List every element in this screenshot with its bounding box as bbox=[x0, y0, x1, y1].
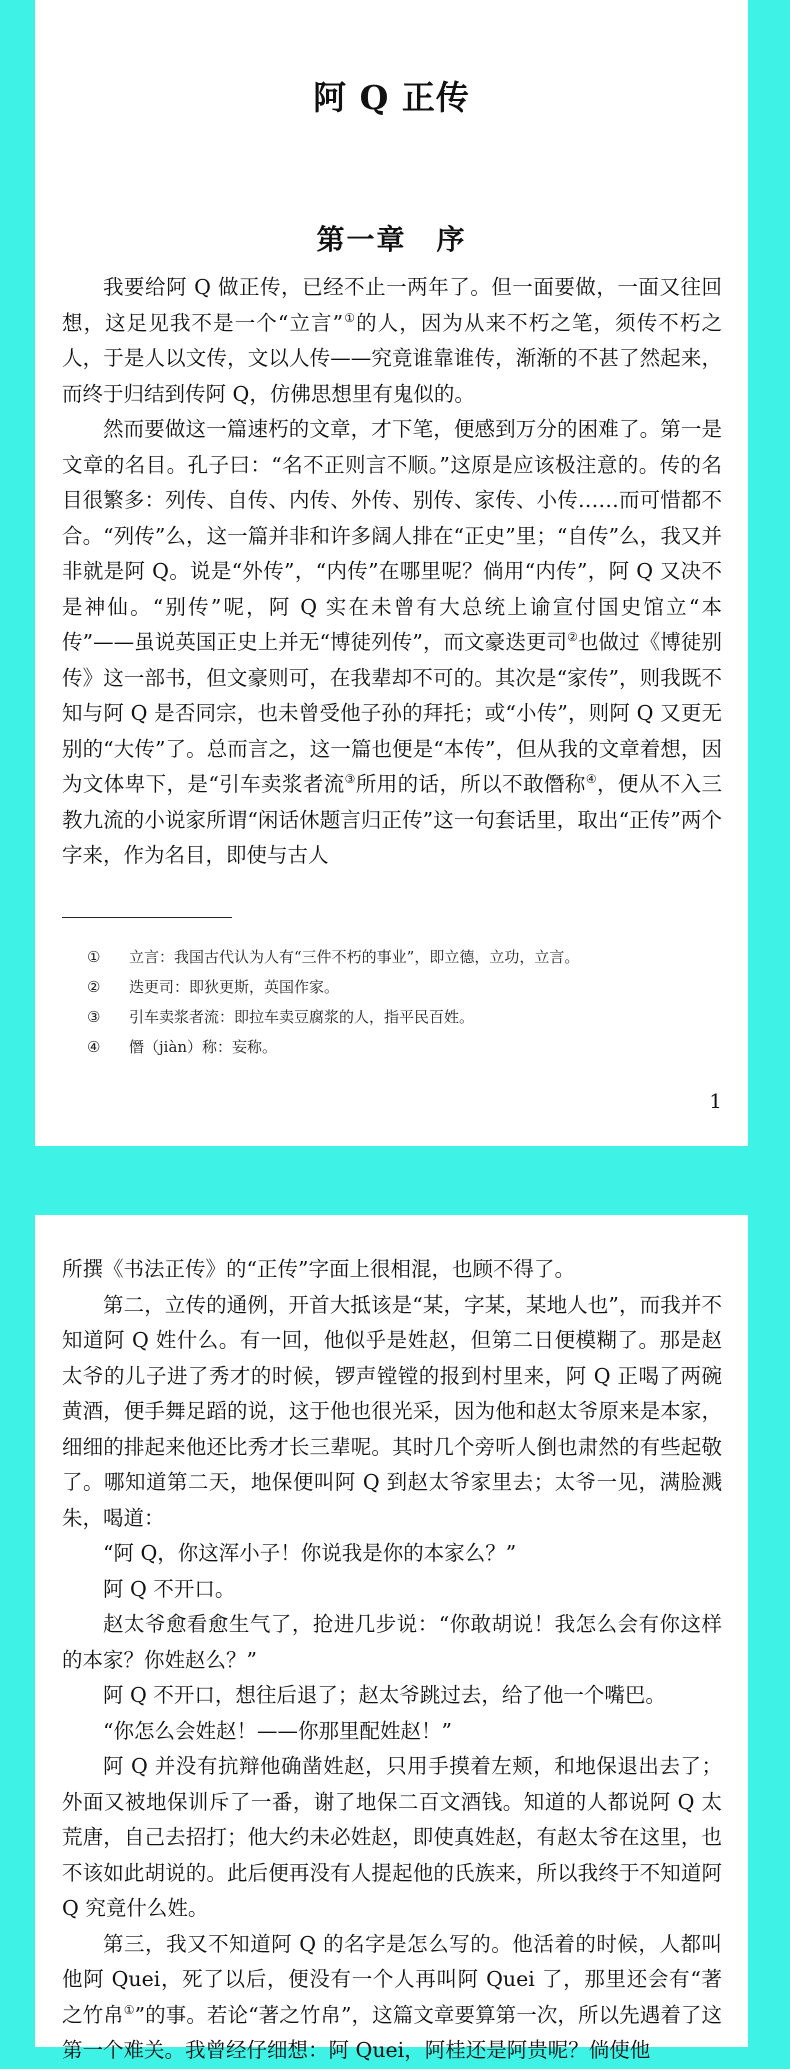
paragraph: 然而要做这一篇速朽的文章，才下笔，便感到万分的困难了。第一是文章的名目。孔子曰：“名不正则言不顺。”这原是应该极注意的。传的名目很繁多：列传、自传、内传、外传、别传、家传、小传……而可惜都不合。“列传”么，这一篇并非和许多阔人排在“正史”里；“自传”么，我又并非就是阿 Q。说是“外传”，“内传”在哪里呢？倘用“内传”，阿 Q 又决不是神仙。“别传”呢，阿 Q 实在未曾有大总统上谕宣付国史馆立“本传”——虽说英国正史上并无“博徒列传”，而文豪迭更司②也做过《博徒别传》这一部书，但文豪则可，在我辈却不可的。其次是“家传”，则我既不知与阿 Q 是否同宗，也未曾受他子孙的拜托；或“小传”，则阿 Q 又更无别的“大传”了。总而言之，这一篇也便是“本传”，但从我的文章着想，因为文体卑下，是“引车卖浆者流③所用的话，所以不敢僭称④，便从不入三教九流的小说家所谓“闲话休题言归正传”这一句套话里，取出“正传”两个字来，作为名目，即使与古人 bbox=[62, 417, 723, 867]
paragraph: 所撰《书法正传》的“正传”字面上很相混，也顾不得了。 bbox=[62, 1257, 575, 1281]
footnote-item: ④ 僭（jiàn）称：妄称。 bbox=[87, 1038, 278, 1056]
page-number: 1 bbox=[709, 1089, 722, 1113]
footnote-ref[interactable]: ④ bbox=[585, 772, 597, 786]
page-1-body bbox=[62, 270, 722, 874]
page-2-body bbox=[62, 1252, 722, 2069]
paragraph: 我要给阿 Q 做正传，已经不止一两年了。但一面要做，一面又往回想，这足见我不是一个“立言”①的人，因为从来不朽之笔，须传不朽之人，于是人以文传，文以人传——究竟谁靠谁传，渐渐的不甚了然起来，而终于归结到传阿 Q，仿佛思想里有鬼似的。 bbox=[62, 275, 722, 406]
footnote-item: ② 迭更司：即狄更斯，英国作家。 bbox=[87, 978, 340, 996]
footnote-divider bbox=[62, 917, 232, 918]
footnote-ref[interactable]: ③ bbox=[344, 772, 356, 786]
footnote-item: ③ 引车卖浆者流：即拉车卖豆腐浆的人，指平民百姓。 bbox=[87, 1008, 475, 1026]
chapter-title: 第一章 序 bbox=[316, 223, 467, 256]
paragraph: 阿 Q 不开口，想往后退了；赵太爷跳过去，给了他一个嘴巴。 bbox=[103, 1683, 666, 1707]
paragraph: 阿 Q 并没有抗辩他确凿姓赵，只用手摸着左颊，和地保退出去了；外面又被地保训斥了一番，谢了地保二百文酒钱。知道的人都说阿 Q 太荒唐，自己去招打；他大约未必姓赵，即使真姓赵，有赵太爷在这里，也不该如此胡说的。此后便再没有人提起他的氏族来，所以我终于不知道阿 Q 究竟什么姓。 bbox=[62, 1754, 722, 1920]
paragraph: “你怎么会姓赵！——你那里配姓赵！” bbox=[103, 1718, 452, 1743]
paragraph: 阿 Q 不开口。 bbox=[103, 1576, 236, 1601]
paragraph: 第二，立传的通例，开首大抵该是“某，字某，某地人也”，而我并不知道阿 Q 姓什么。有一回，他似乎是姓赵，但第二日便模糊了。那是赵太爷的儿子进了秀才的时候，锣声镗镗的报到村里来，阿 Q 正喝了两碗黄酒，便手舞足蹈的说，这于他也很光采，因为他和赵太爷原来是本家，细细的排起来他还比秀才长三辈呢。其时几个旁听人倒也肃然的有些起敬了。哪知道第二天，地保便叫阿 Q 到赵太爷家里去；太爷一见，满脸溅朱，喝道： bbox=[62, 1292, 722, 1530]
book-page-2 bbox=[35, 1215, 748, 2062]
book-page-1 bbox=[35, 0, 748, 1146]
footnotes bbox=[87, 942, 708, 1062]
footnote-ref[interactable]: ② bbox=[567, 630, 578, 644]
footnote-item: ① 立言：我国古代认为人有“三件不朽的事业”，即立德，立功，立言。 bbox=[87, 948, 580, 966]
paragraph: 赵太爷愈看愈生气了，抢进几步说：“你敢胡说！我怎么会有你这样的本家？你姓赵么？” bbox=[62, 1612, 722, 1672]
footnote-ref[interactable]: ① bbox=[123, 2002, 135, 2017]
paragraph: 第三，我又不知道阿 Q 的名字是怎么写的。他活着的时候，人都叫他阿 Quei，死了以后，便没有一个人再叫阿 Quei 了，那里还会有“著之竹帛①”的事。若论“著之竹帛”，这篇文章要算第一次，所以先遇着了这第一个难关。我曾经仔细想：阿 Quei，阿桂还是阿贵呢？倘使他 bbox=[62, 1931, 722, 2062]
footnote-ref[interactable]: ① bbox=[343, 310, 357, 325]
book-title: 阿 Q 正传 bbox=[313, 78, 470, 117]
paragraph: “阿 Q，你这浑小子！你说我是你的本家么？” bbox=[103, 1541, 517, 1565]
